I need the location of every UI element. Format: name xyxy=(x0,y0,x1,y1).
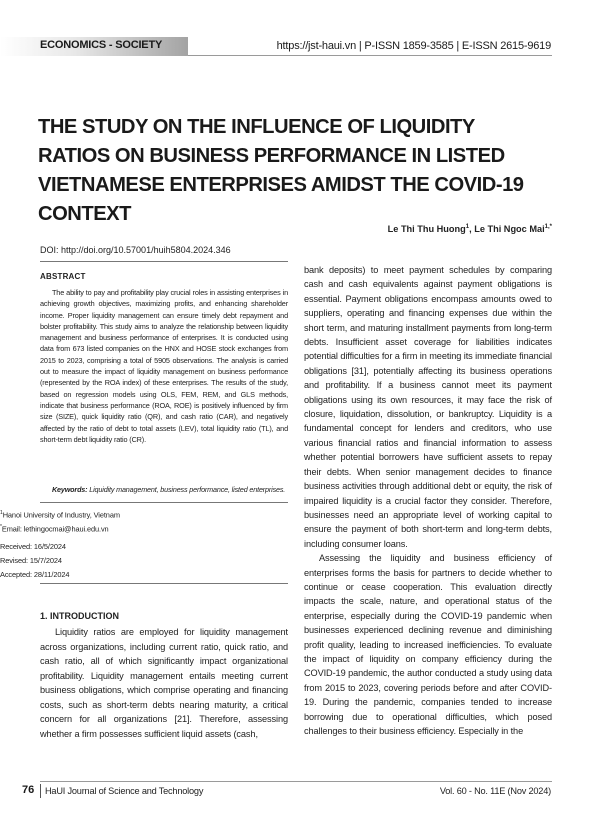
author-2: Le Thi Ngoc Mai xyxy=(474,224,545,235)
accepted-date: Accepted: 28/11/2024 xyxy=(0,570,70,579)
top-band xyxy=(0,0,592,20)
affiliation-text: Hanoi University of Industry, Vietnam xyxy=(2,510,120,520)
volume-info: Vol. 60 - No. 11E (Nov 2024) xyxy=(439,786,551,796)
author-line xyxy=(388,224,552,234)
section-label xyxy=(0,37,188,56)
abstract-body: The ability to pay and profitability play crucial roles in assisting enterprises in achieving growth objectives, maximizing profits, and enhancing shareholder income. Proper liquidity management can ensure timely debt repayment and bolster profitability. This study aims to analyze the relationship between liquidity management and business performance of enterprises. It is conducted using data from 673 listed companies on the HNX and HOSE stock exchanges from 2015 to 2023, comprising a total of 5905 observations. The analysis is carried out to measure the impact of liquidity management on business performance (represented by the ROA index) of these enterprises. The results of the study, based on regression models using OLS, FEM, REM, and GLS methods, indicate that business performance (ROA, ROE) is positively influenced by firm size (SIZE), quick liquidity ratio (QR), and cash ratio (CAR), and negatively affected by the ratio of debt to total assets (LEV), total liquidity ratio (TL), and short-term debt liquidity ratio (CR). xyxy=(40,288,288,444)
keywords-label: Keywords: xyxy=(52,485,88,494)
abstract-heading: ABSTRACT xyxy=(40,272,86,281)
right-paragraph-1: bank deposits) to meet payment schedules by comparing cash and cash equivalents against payment obligations is essential. Payment obligations encompass amounts owed to suppliers, operating and financing expenses due within the short term, and maturing installment payments from long-term debts. Insufficient asset coverage for liabilities indicates potential difficulties for a firm in meeting its immediate financial obligations [31], potentially affecting its business operations and profitability. If a business cannot meet its payment obligations using its own resources, it may face the risk of closure, liquidation, dissolution, or bankruptcy. Liquidity is a fundamental concept for lenders and creditors, who use various financial ratios and financial information to assess whether potential borrowers have sufficient assets to repay their debts. When senior management decides to finance business activities through additional debt or equity, the risk of impaired liquidity is a crucial factor they consider. Therefore, businesses need an appropriate level of working capital to ensure the payment of both short-term and long-term debts, including consumer loans. xyxy=(304,265,552,549)
abstract-top-rule xyxy=(40,261,288,262)
footer-separator xyxy=(40,784,41,798)
email-marker: * xyxy=(0,524,2,530)
right-column xyxy=(304,263,552,738)
email-text[interactable]: Email: lethingocmai@haui.edu.vn xyxy=(1,524,109,534)
introduction-paragraph: Liquidity ratios are employed for liquidity management across organizations, including current ratio, quick ratio, and cash ratio, all of which significantly impact organizational profitability. Liquidity management entails meeting current business obligations, which comprise operating and financing costs, such as short-term debts nearing maturity, a critical concern for all organizations [21]. Therefore, assessing whether a firm possesses sufficient liquid assets (cash, xyxy=(40,627,288,739)
article-title: THE STUDY ON THE INFLUENCE OF LIQUIDITY RATIOS ON BUSINESS PERFORMANCE IN LISTED VIETNAMESE ENTERPRISES AMIDST THE COVID-19 CONTEXT xyxy=(38,115,524,225)
dates-bottom-rule xyxy=(40,583,288,584)
received-date: Received: 16/5/2024 xyxy=(0,542,66,551)
right-paragraph-2: Assessing the liquidity and business efficiency of enterprises forms the basis for partners to decide whether to continue or cease cooperation. This evaluation directly impacts the scale, nature, and operational status of the enterprise, especially during the COVID-19 pandemic when businesses experienced declining revenue and diminishing profit quality, leading to increased inefficiencies. To evaluate the impact of liquidity on company efficiency during the COVID-19 pandemic, the author conducted a study using data from 2015 to 2023, covering periods before and after COVID-19. During the pandemic, companies tended to increase borrowing due to operational difficulties, which posed challenges to their business efficiency. Especially in the xyxy=(304,553,552,736)
footer-rule xyxy=(40,781,552,782)
author-1: Le Thi Thu Huong xyxy=(387,224,466,235)
email-line xyxy=(0,520,248,536)
revised-date: Revised: 15/7/2024 xyxy=(0,556,62,565)
section-heading-introduction: 1. INTRODUCTION xyxy=(40,611,120,621)
author-2-affiliation: 1,* xyxy=(544,224,552,230)
author-separator: , xyxy=(469,224,475,235)
header-issn[interactable]: https://jst-haui.vn | P-ISSN 1859-3585 | E-ISSN 2615-9619 xyxy=(276,40,551,52)
affiliation-marker: 1 xyxy=(0,510,3,516)
page-number: 76 xyxy=(22,784,35,796)
keywords-list: Liquidity management, business performance, listed enterprises. xyxy=(87,485,286,494)
doi-link[interactable]: DOI: http://doi.org/10.57001/huih5804.2024.346 xyxy=(40,245,231,255)
journal-name: HaUI Journal of Science and Technology xyxy=(45,786,204,796)
header-rule xyxy=(188,55,552,56)
keywords-line xyxy=(40,484,288,495)
author-1-affiliation: 1 xyxy=(465,224,470,230)
section-label-text: ECONOMICS - SOCIETY xyxy=(40,39,163,51)
abstract-bottom-rule xyxy=(40,502,288,503)
